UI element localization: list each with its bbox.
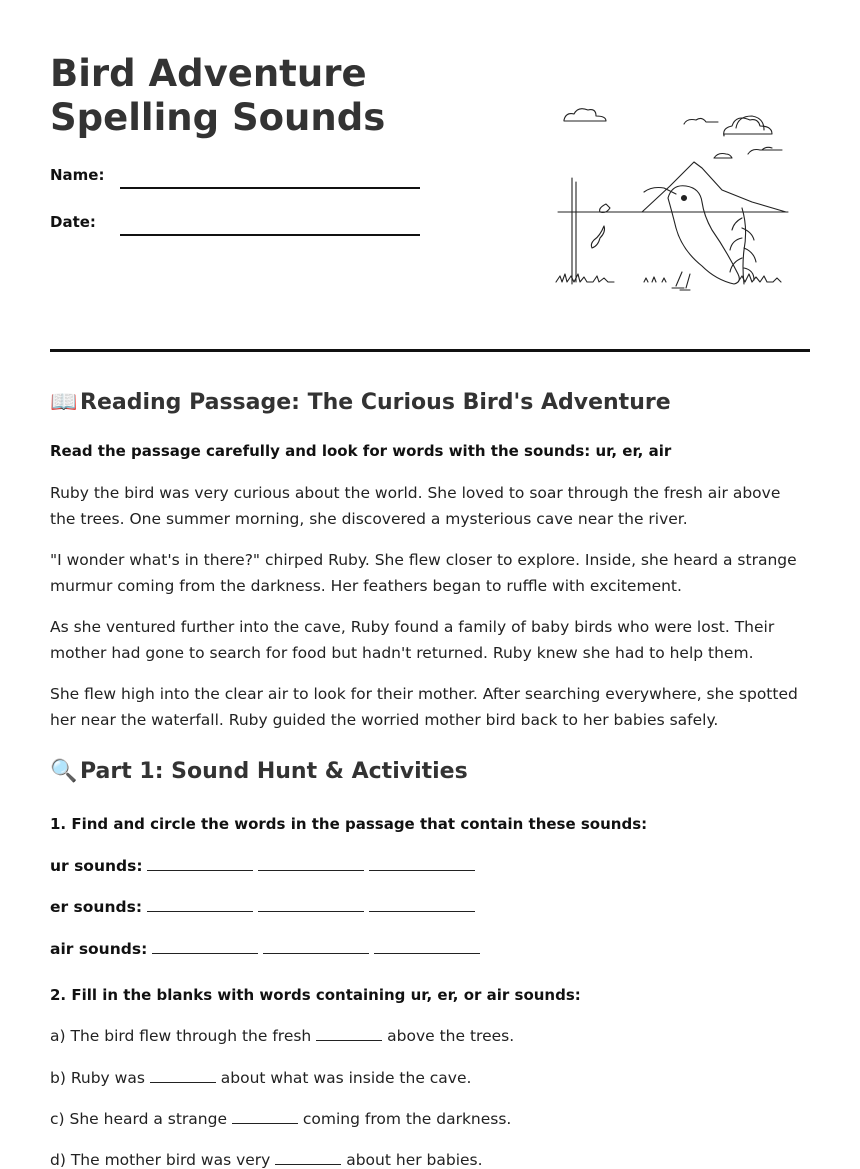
part1-heading: 🔍 Part 1: Sound Hunt & Activities (50, 759, 468, 784)
passage-paragraph: Ruby the bird was very curious about the world. She loved to soar through the fresh air above the trees. One summer morning, she discovered a mysterious cave near the river. (50, 484, 781, 528)
fill-in-item: a) The bird flew through the fresh above the trees. (50, 1027, 515, 1045)
sound-label: er sounds: (50, 898, 143, 916)
answer-blank[interactable] (369, 897, 475, 912)
answer-blank[interactable] (369, 856, 475, 871)
answer-blank[interactable] (374, 939, 480, 954)
passage-paragraph: "I wonder what's in there?" chirped Ruby. She flew closer to explore. Inside, she heard a strange murmur coming from the darkness. Her feathers began to ruffle with excitement. (50, 551, 797, 595)
answer-blank[interactable] (147, 856, 253, 871)
answer-blank[interactable] (258, 897, 364, 912)
header-divider (50, 349, 810, 352)
reading-instruction: Read the passage carefully and look for words with the sounds: ur, er, air (50, 442, 672, 460)
reading-heading: 📖 Reading Passage: The Curious Bird's Adventure (50, 390, 671, 415)
fill-in-item: c) She heard a strange coming from the darkness. (50, 1110, 512, 1128)
ur-sounds-row (50, 856, 480, 875)
question-2: 2. Fill in the blanks with words containing ur, er, or air sounds: (50, 986, 581, 1004)
name-label: Name: (50, 166, 105, 184)
answer-blank[interactable] (147, 897, 253, 912)
bird-illustration (552, 98, 792, 308)
passage-paragraph: She flew high into the clear air to look for their mother. After searching everywhere, she spotted her near the waterfall. Ruby guided the worried mother bird back to her babies safely. (50, 685, 798, 729)
answer-blank[interactable] (152, 939, 258, 954)
answer-blank[interactable] (258, 856, 364, 871)
magnifying-glass-icon: 🔍 (50, 759, 78, 784)
answer-blank[interactable] (316, 1026, 382, 1041)
page-title: Bird Adventure Spelling Sounds (50, 52, 386, 139)
er-sounds-row (50, 897, 480, 916)
sound-label: air sounds: (50, 940, 148, 958)
answer-blank[interactable] (275, 1150, 341, 1165)
open-book-icon: 📖 (50, 390, 78, 415)
answer-blank[interactable] (263, 939, 369, 954)
question-1: 1. Find and circle the words in the passage that contain these sounds: (50, 815, 648, 833)
answer-blank[interactable] (232, 1109, 298, 1124)
name-field[interactable] (120, 187, 420, 189)
answer-blank[interactable] (150, 1068, 216, 1083)
date-label: Date: (50, 213, 96, 231)
passage-paragraph: As she ventured further into the cave, Ruby found a family of baby birds who were lost. Their mother had gone to search for food but hadn't returned. Ruby knew she had to help them. (50, 618, 775, 662)
fill-in-item: b) Ruby was about what was inside the cave. (50, 1069, 472, 1087)
air-sounds-row (50, 939, 485, 958)
sound-label: ur sounds: (50, 857, 143, 875)
date-field[interactable] (120, 234, 420, 236)
fill-in-item: d) The mother bird was very about her babies. (50, 1151, 483, 1169)
